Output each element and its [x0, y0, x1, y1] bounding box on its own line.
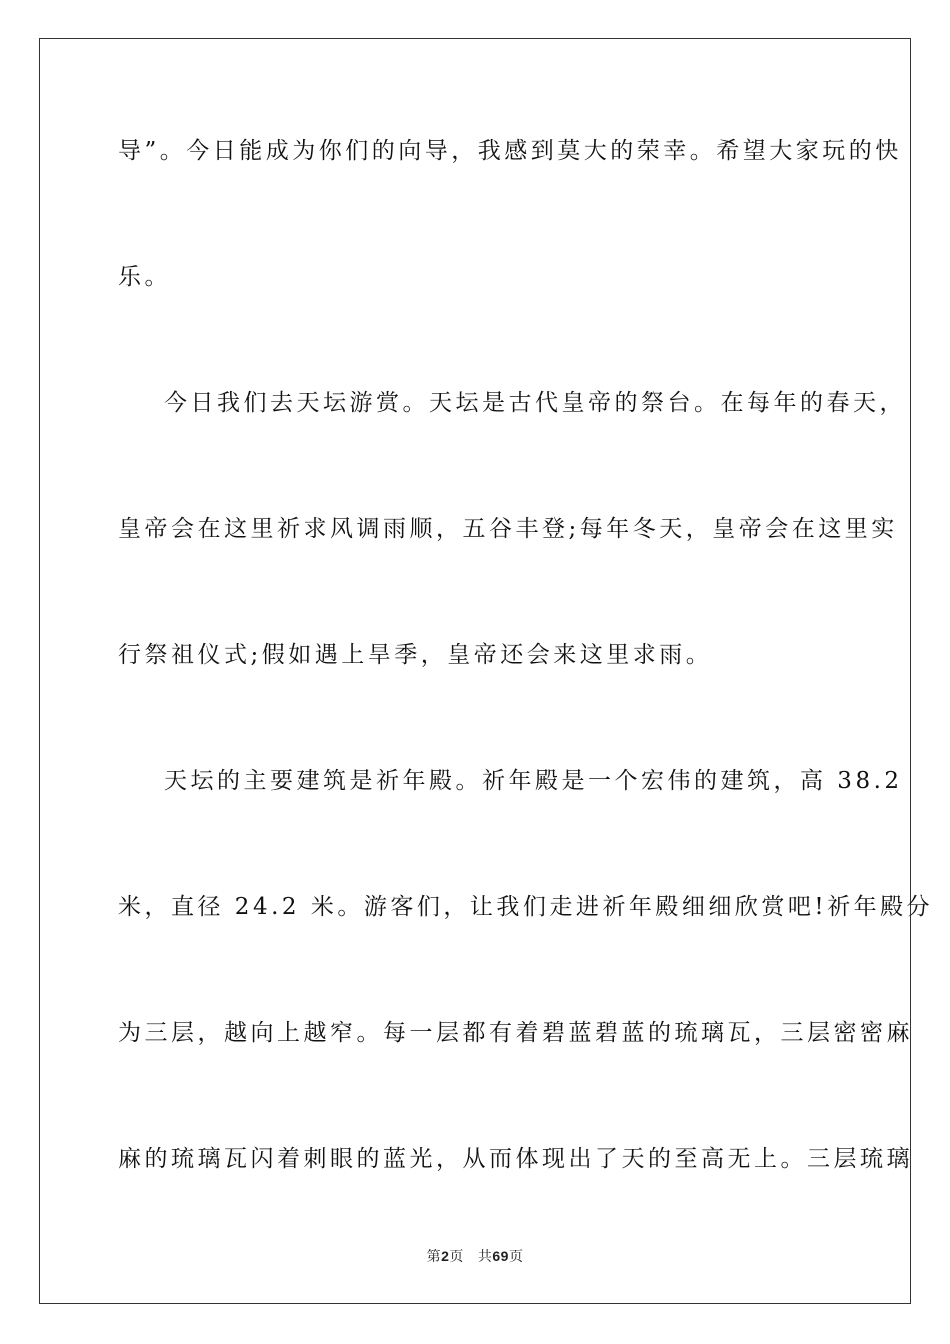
- text-line-6: 天坛的主要建筑是祈年殿。祈年殿是一个宏伟的建筑，高 38.2: [164, 768, 903, 794]
- total-prefix: 共: [477, 1249, 493, 1265]
- total-suffix: 页: [508, 1249, 524, 1265]
- text-line-2: 乐。: [118, 264, 171, 290]
- text-line-8: 为三层，越向上越窄。每一层都有着碧蓝碧蓝的琉璃瓦，三层密密麻: [118, 1020, 913, 1046]
- text-line-7: 米，直径 24.2 米。游客们，让我们走进祈年殿细细欣赏吧!祈年殿分: [118, 894, 934, 920]
- page-footer: [0, 1246, 950, 1266]
- page-number: 2: [441, 1248, 450, 1264]
- page-suffix: 页: [449, 1249, 464, 1265]
- text-line-1: 导”。今日能成为你们的向导，我感到莫大的荣幸。希望大家玩的快: [118, 138, 902, 164]
- text-line-9: 麻的琉璃瓦闪着刺眼的蓝光，从而体现出了天的至高无上。三层琉璃: [118, 1146, 913, 1172]
- document-body: [118, 122, 934, 1256]
- page-prefix: 第: [426, 1249, 442, 1265]
- text-line-4: 皇帝会在这里祈求风调雨顺，五谷丰登;每年冬天，皇帝会在这里实: [118, 516, 898, 542]
- text-line-5: 行祭祖仪式;假如遇上旱季，皇帝还会来这里求雨。: [118, 642, 713, 668]
- total-pages: 69: [492, 1248, 509, 1264]
- text-line-3: 今日我们去天坛游赏。天坛是古代皇帝的祭台。在每年的春天，: [164, 390, 906, 416]
